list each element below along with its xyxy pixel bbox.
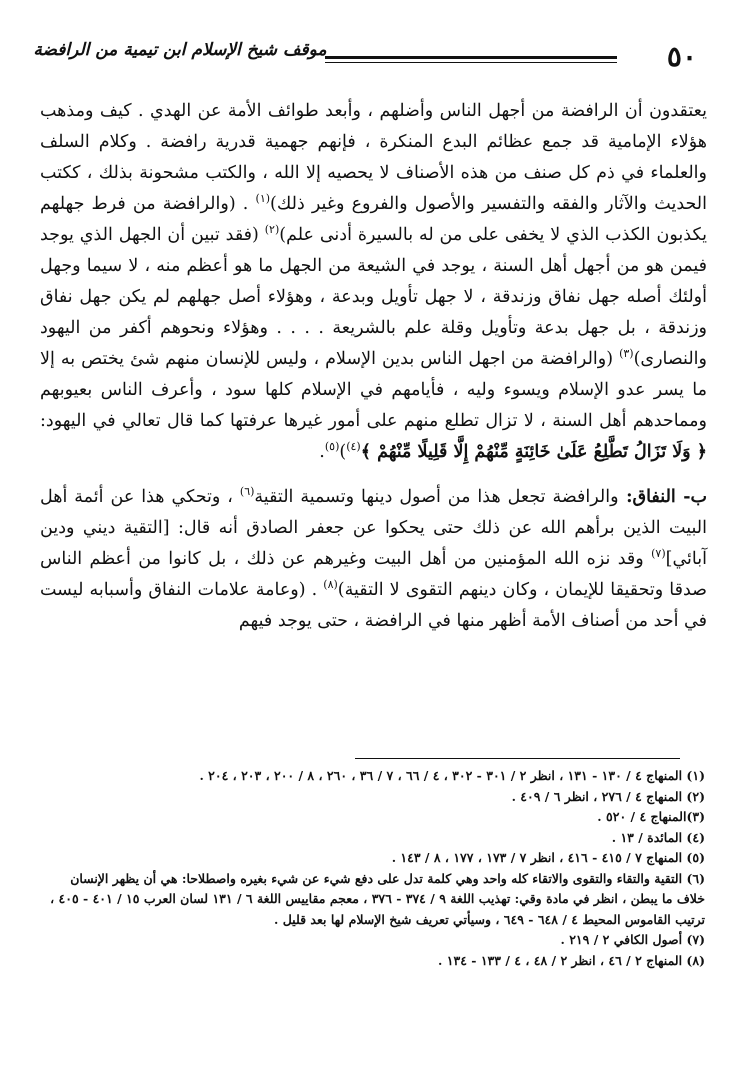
text-run: وقد نزه الله المؤمنين من أهل البيت وغيرهم عن ذلك ، بل كانوا من أعظم الناس صدقا وتحقيقا للإيمان ، وكان دينهم التقوى لا التقية) bbox=[40, 549, 707, 600]
text-run: ) bbox=[339, 442, 347, 462]
section-heading: ب- النفاق: bbox=[618, 487, 707, 507]
footnote-marker: (١) bbox=[255, 192, 271, 206]
footnote-marker: (٦) bbox=[239, 485, 255, 499]
footnote-item: (٨) المنهاج ٢ / ٤٦ ، انظر ٢ / ٤٨ ، ٤ / ١٣٣ - ١٣٤ . bbox=[438, 952, 705, 968]
text-run: . bbox=[319, 442, 325, 462]
main-text bbox=[40, 96, 707, 637]
quran-verse: ﴿ وَلَا تَزَالُ تَطَّلِعُ عَلَىٰ خَائِنَةٍ مِّنْهُمْ إِلَّا قَلِيلًا مِّنْهُمْ ﴾ bbox=[360, 442, 707, 462]
paragraph bbox=[40, 482, 707, 637]
footnote-item: (٤) المائدة / ١٣ . bbox=[611, 829, 705, 845]
running-title: موقف شيخ الإسلام ابن تيمية من الرافضة bbox=[33, 40, 327, 60]
text-run: . (وعامة علامات النفاق وأسبابه ليست في أحد من أصناف الأمة أظهر منها في الرافضة ، حتى يوجد فيهم bbox=[40, 580, 707, 631]
text-run: (فقد تبين أن الجهل الذي يوجد فيمن هو من أجهل أهل السنة ، يوجد في الشيعة من الجهل ما هو أعظم منه ، لا سيما وجهل أولئك أصله جهل نفاق وزندقة ، لا جهل تأويل وبدعة ، وهؤلاء أصل جهلهم لم يكن جهل نفاق وزندقة ، بل جهل بدعة وتأويل وقلة علم بالشريعة . . . . وهؤلاء ونحوهم أكفر من اليهود والنصارى) bbox=[40, 225, 707, 369]
page-number: ٥٠ bbox=[666, 40, 697, 73]
footnote-marker: (٢) bbox=[264, 223, 280, 237]
text-run: (والرافضة من اجهل الناس بدين الإسلام ، وليس للإنسان منهم شئ يختص به إلا ما يسر عدو الإسلام ويسوء وليه ، فأيامهم في الإسلام كلها سود ، وأعرف الناس بعيوبهم ومماحدهم أهل السنة ، لا تزال تطلع منهم على أمور غيرها عرفتها كما قال تعالي في اليهود: bbox=[40, 349, 707, 431]
page-header bbox=[30, 34, 697, 84]
footnote-marker: (٣) bbox=[619, 347, 634, 361]
text-run: والرافضة تجعل هذا من أصول دينها وتسمية التقية bbox=[254, 487, 619, 507]
footnote-item: (١) المنهاج ٤ / ١٣٠ - ١٣١ ، انظر ٢ / ٣٠١ - ٣٠٢ ، ٤ / ٦٦ ، ٧ / ٣٦ ، ٢٦٠ ، ٨ / ٢٠٠ ، ٢٠٣ ، ٢٠٤ . bbox=[199, 768, 705, 783]
footnote-marker: (٧) bbox=[651, 547, 666, 561]
footnote-item: (٣)المنهاج ٤ / ٥٢٠ . bbox=[597, 809, 705, 824]
footnote-separator bbox=[355, 758, 680, 759]
text-run: . (والرافضة من فرط جهلهم يكذبون الكذب الذي لا يخفى على من له بالسيرة أدنى علم) bbox=[40, 194, 707, 245]
footnotes bbox=[40, 766, 705, 971]
text-run: يعتقدون أن الرافضة من أجهل الناس وأضلهم ، وأبعد طوائف الأمة عن الهدي . كيف ومذهب هؤلاء الإمامية قد جمع عظائم البدع المنكرة ، فإنهم جهمية قدرية رافضة . وكلام السلف والعلماء في ذم كل صنف من هذه الأصناف لا يحصيه إلا الله ، والكتب مشحونة بذلك ، ككتب الحديث والآثار والفقه والتفسير والأصول والفروع وغير ذلك) bbox=[40, 101, 707, 214]
paragraph bbox=[40, 96, 707, 468]
footnote-marker: (٨) bbox=[323, 578, 338, 592]
footnote-item: (٧) أصول الكافي ٢ / ٢١٩ . bbox=[560, 932, 705, 947]
text-run: ، وتحكي هذا عن أئمة أهل البيت الذين برأهم الله عن ذلك حتى يحكوا عن جعفر الصادق أنه قال: [التقية ديني ودين آبائي] bbox=[40, 487, 707, 569]
footnote-marker: (٤) bbox=[346, 440, 361, 454]
footnote-item: (٥) المنهاج ٧ / ٤١٥ - ٤١٦ ، انظر ٧ / ١٧٣ ، ١٧٧ ، ٨ / ١٤٣ . bbox=[391, 850, 705, 865]
footnote-marker: (٥) bbox=[324, 440, 340, 454]
footnote-item: (٦) التقية والتقاء والتقوى والاتقاء كله واحد وهي كلمة تدل على دفع شيء عن شيء بغيره واصطلاحا: هي أن يظهر الإنسان خلاف ما يبطن ، انظر في مادة وقي: تهذيب اللغة ٩ / ٣٧٤ - ٣٧٦ ، معجم مقاييس اللغة ٦ / ١٣١ لسان العرب ١٥ / ٤٠١ - ٤٠٥ ، ترتيب القاموس المحيط ٤ / ٦٤٨ - ٦٤٩ ، وسيأتي تعريف شيخ الإسلام لها بعد قليل . bbox=[50, 870, 705, 927]
footnote-item: (٢) المنهاج ٤ / ٢٧٦ ، انظر ٦ / ٤٠٩ . bbox=[511, 788, 705, 804]
header-rule bbox=[325, 56, 617, 59]
